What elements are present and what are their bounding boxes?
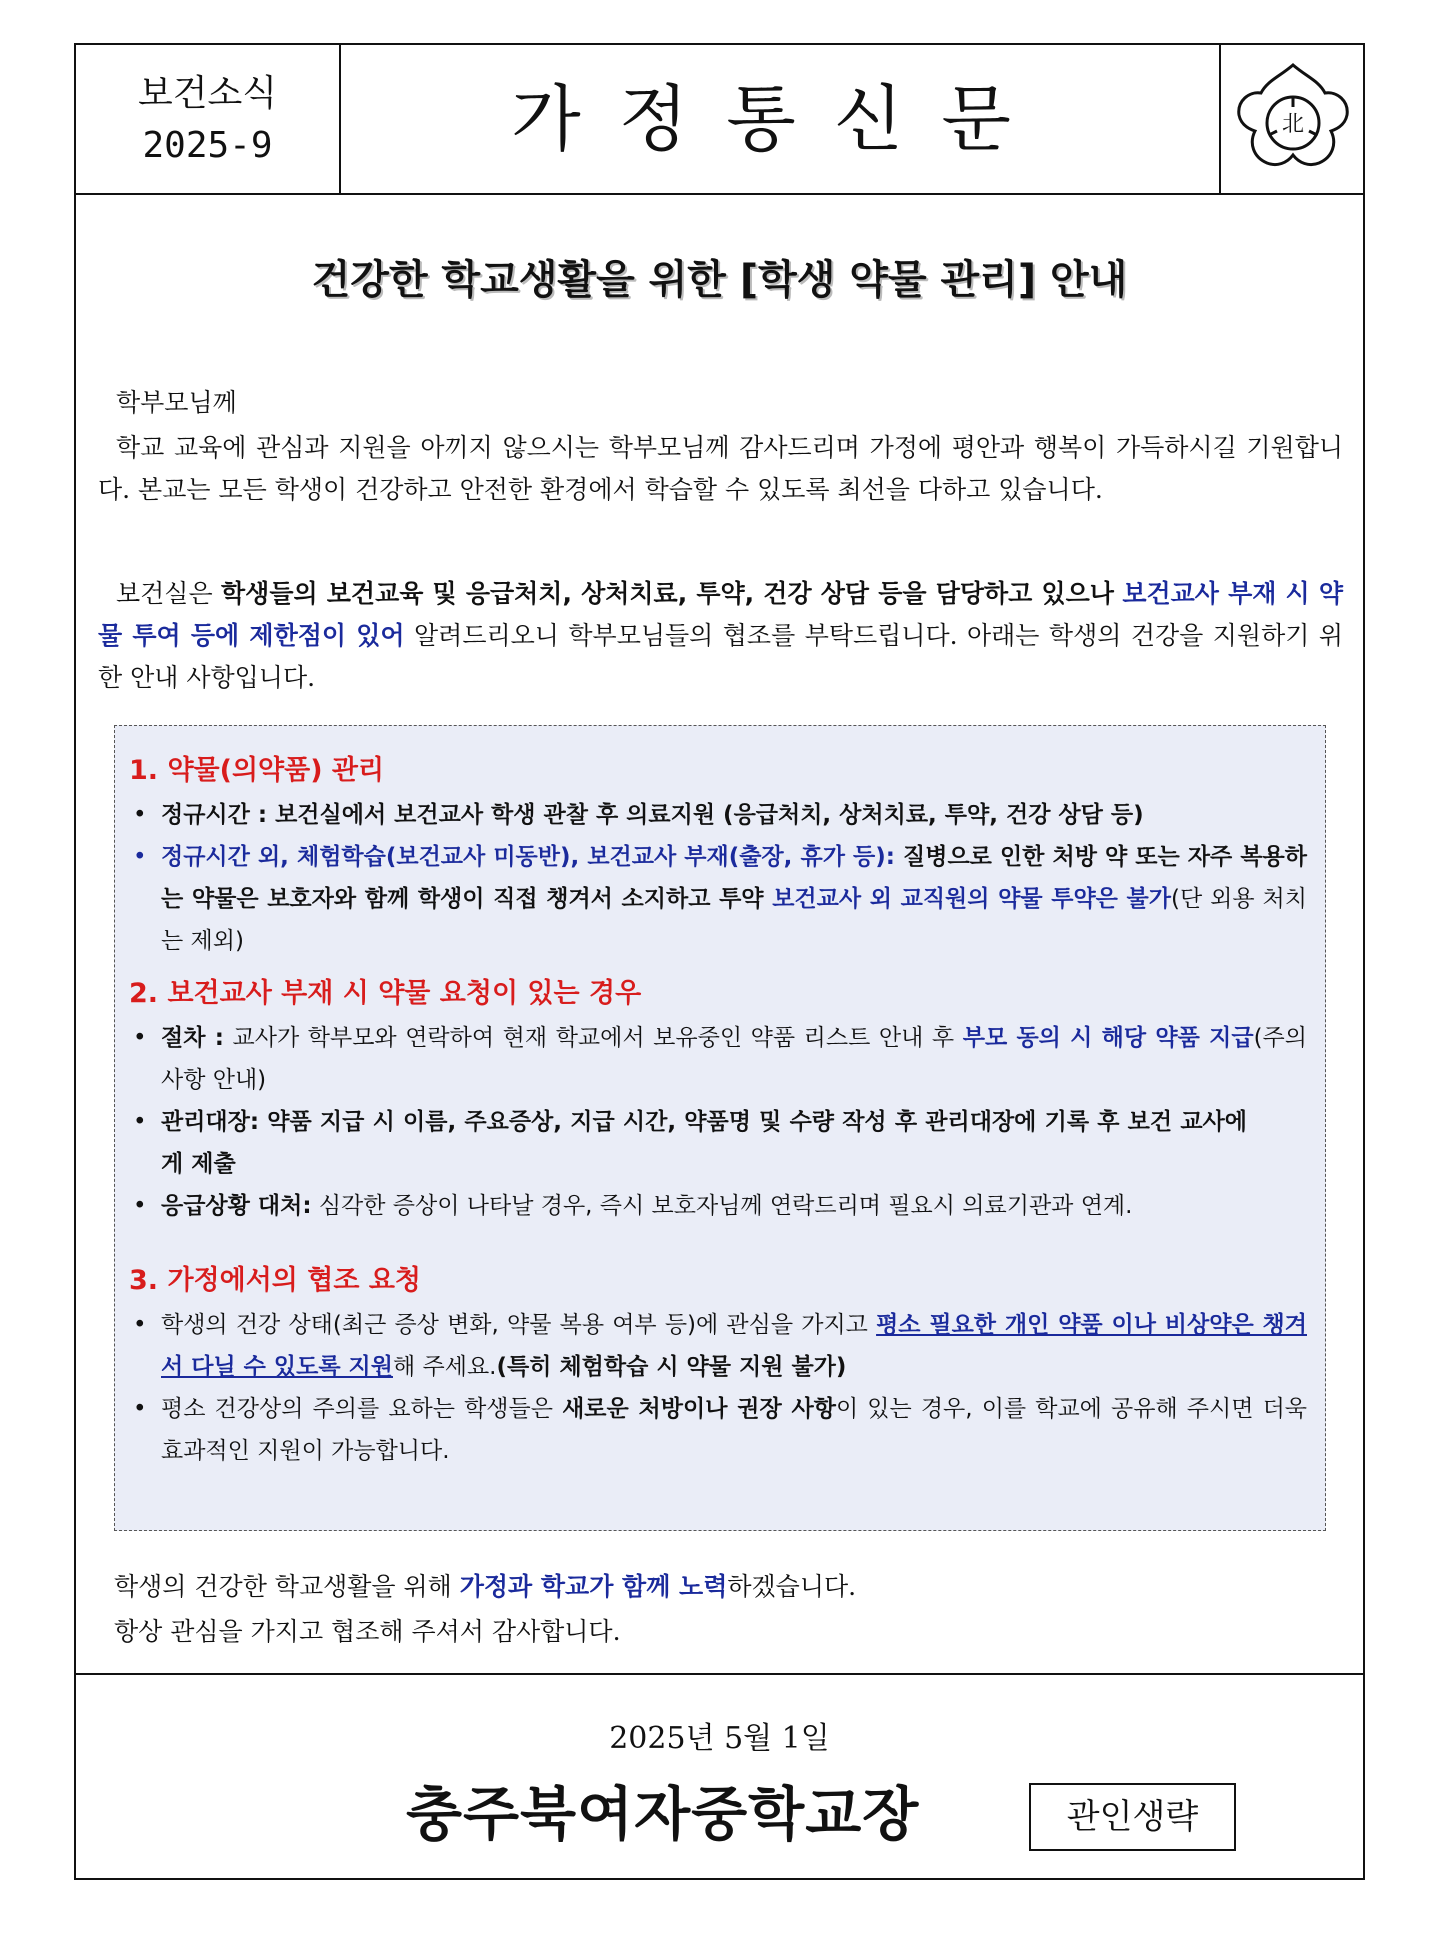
issue-box	[76, 45, 341, 193]
p2-rest: 알려드리오니 학부모님들의 협조를 부탁드립니다. 아래는 학생의 건강을 지원하기 위한 안내 사항입니다.	[98, 621, 1343, 692]
seal-omitted-box: 관인생략	[1029, 1783, 1236, 1851]
document-type-title: 가정통신문	[341, 45, 1221, 193]
greeting: 학부모님께	[116, 388, 237, 417]
closing-text: 하겠습니다.	[727, 1572, 857, 1601]
item-label: 절차 :	[161, 1025, 224, 1051]
item-tail: (주의사항 안내)	[161, 1025, 1307, 1093]
item-lead: 학생의 건강 상태(최근 증상 변화, 약물 복용 여부 등)에 관심을 가지고	[161, 1312, 877, 1338]
main-title: 건강한 학교생활을 위한 [학생 약물 관리] 안내	[311, 257, 1128, 303]
bullet: •	[133, 1109, 147, 1135]
item-text: 교사가 학부모와 연락하여 현재 학교에서 보유중인 약품 리스트 안내 후	[223, 1025, 963, 1051]
bullet: •	[133, 844, 147, 870]
item-bold: 새로운 처방이나 권장 사항	[562, 1396, 836, 1422]
section-items	[127, 1017, 1307, 1227]
emblem-character: 北	[1281, 112, 1305, 137]
list-item	[127, 1017, 1307, 1101]
footer-divider	[76, 1673, 1363, 1675]
principal-signature: 충주북여자중학교장	[406, 1780, 920, 1848]
header	[76, 45, 1363, 195]
item-text: 질병으로 인한 처방 약 또는 자주 복용하는 약물은 보호자와 함께 학생이 직접 챙겨서 소지하고 투약	[161, 844, 1307, 912]
bullet: •	[133, 802, 147, 828]
section-heading: 1. 약물(의약품) 관리	[129, 755, 385, 786]
bullet: •	[133, 1025, 147, 1051]
item-blue-tail: 보건교사 외 교직원의 약물 투약은 불가	[772, 886, 1171, 912]
issue-number: 2025-9	[142, 125, 273, 166]
list-item	[127, 1101, 1307, 1185]
notice-paragraph	[98, 573, 1343, 699]
bullet: •	[133, 1193, 147, 1219]
item-lead: 평소 건강상의 주의를 요하는 학생들은	[161, 1396, 563, 1422]
item-rest: (단 외용 처치는 제외)	[161, 886, 1307, 954]
list-item	[127, 1304, 1307, 1388]
issue-date: 2025년 5월 1일	[609, 1721, 830, 1756]
item-rest: 해 주세요.	[393, 1354, 497, 1380]
list-item	[127, 794, 1307, 836]
list-item	[127, 1388, 1307, 1472]
section-items	[127, 1304, 1307, 1472]
item-text: 정규시간 : 보건실에서 보건교사 학생 관찰 후 의료지원 (응급처치, 상처치료, 투약, 건강 상담 등)	[161, 802, 1144, 828]
p2-blue: 보건교사 부재 시 약물 투여 등에 제한점이 있어	[98, 579, 1343, 650]
school-logo	[1221, 45, 1365, 193]
notice-frame	[74, 43, 1365, 1880]
section-heading: 2. 보건교사 부재 시 약물 요청이 있는 경우	[129, 978, 642, 1009]
item-text: 관리대장: 약품 지급 시 이름, 주요증상, 지급 시간, 약품명 및 수량 작성 후 관리대장에 기록 후 보건 교사에게 제출	[161, 1109, 1247, 1177]
item-bold: (특히 체험학습 시 약물 지원 불가)	[496, 1354, 847, 1380]
school-emblem-icon	[1233, 59, 1353, 177]
closing-line-1	[114, 1567, 856, 1603]
closing-text: 학생의 건강한 학교생활을 위해	[114, 1572, 460, 1601]
guidance-box	[114, 725, 1326, 1531]
bullet: •	[133, 1312, 147, 1338]
p2-intro: 보건실은	[116, 579, 222, 608]
section-heading: 3. 가정에서의 협조 요청	[129, 1265, 421, 1296]
list-item	[127, 836, 1307, 962]
closing-emphasis: 가정과 학교가 함께 노력	[459, 1572, 728, 1601]
item-blue-lead: 정규시간 외, 체험학습(보건교사 미동반), 보건교사 부재(출장, 휴가 등):	[161, 844, 895, 870]
item-blue: 부모 동의 시 해당 약품 지급	[962, 1025, 1254, 1051]
item-blue-underlined: 평소 필요한 개인 약품 이나 비상약은 챙겨서 다닐 수 있도록 지원	[161, 1312, 1307, 1380]
category-label: 보건소식	[137, 73, 278, 114]
bullet: •	[133, 1396, 147, 1422]
item-label: 응급상황 대처:	[161, 1193, 312, 1219]
list-item	[127, 1185, 1307, 1227]
item-rest: 이 있는 경우, 이를 학교에 공유해 주시면 더욱 효과적인 지원이 가능합니다.	[161, 1396, 1308, 1464]
p2-bold: 학생들의 보건교육 및 응급처치, 상처치료, 투약, 건강 상담 등을 담당하고 있으나	[221, 579, 1114, 608]
item-text: 심각한 증상이 나타날 경우, 즉시 보호자님께 연락드리며 필요시 의료기관과 연계.	[311, 1193, 1133, 1219]
intro-paragraph: 학교 교육에 관심과 지원을 아끼지 않으시는 학부모님께 감사드리며 가정에 평안과 행복이 가득하시길 기원합니다. 본교는 모든 학생이 건강하고 안전한 환경에서 학습할 수 있도록 최선을 다하고 있습니다.	[98, 433, 1343, 504]
section-items	[127, 794, 1307, 962]
closing-line-2: 항상 관심을 가지고 협조해 주셔서 감사합니다.	[114, 1617, 621, 1646]
